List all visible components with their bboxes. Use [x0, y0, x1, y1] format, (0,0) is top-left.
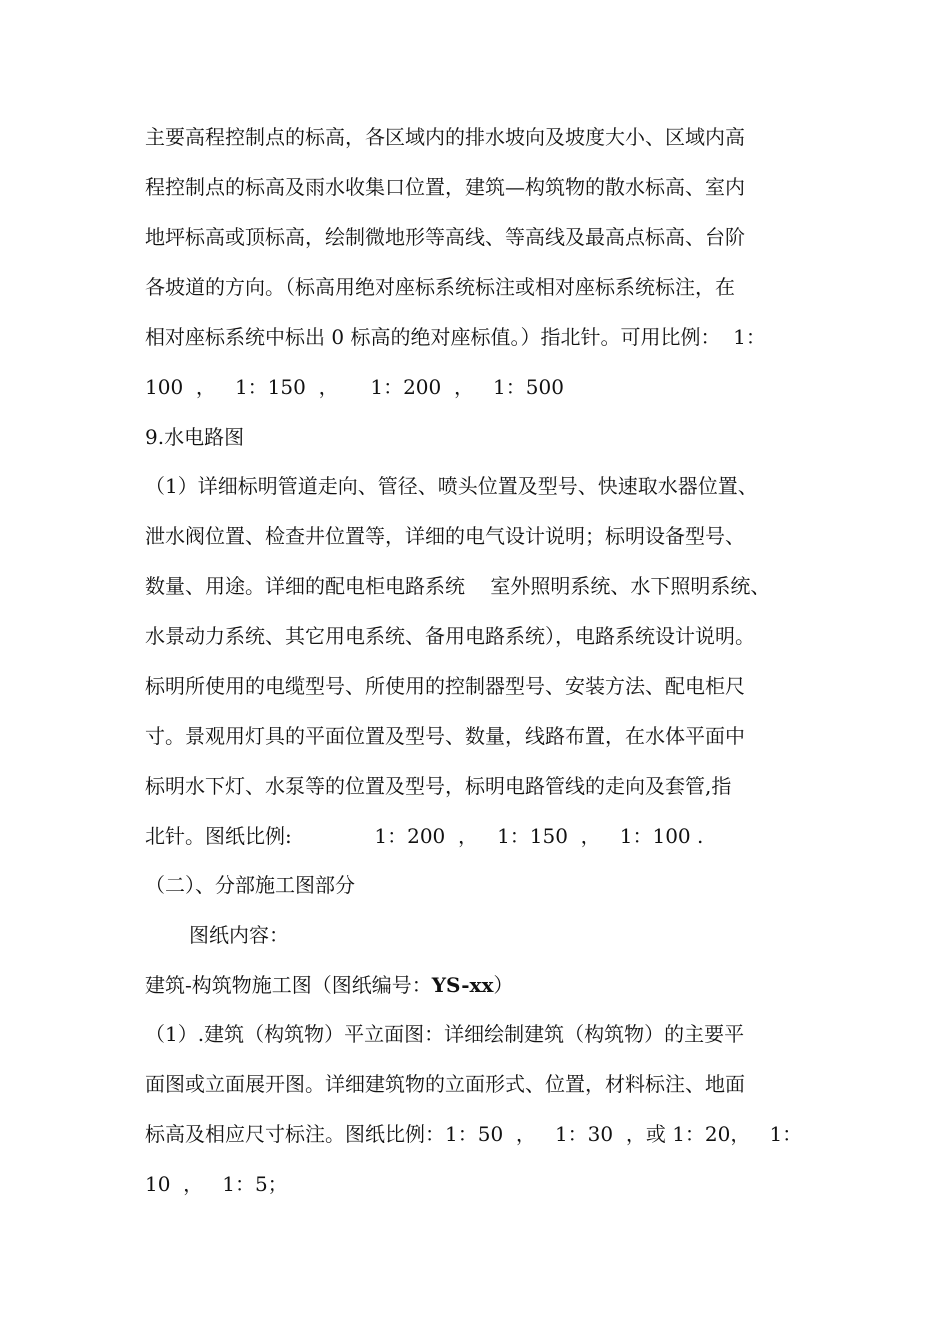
heading-drawing-content: 图纸内容：: [189, 923, 289, 947]
paragraph-2-line-7: 标明水下灯、水泵等的位置及型号，标明电路管线的走向及套管,指: [145, 774, 732, 798]
drawing-code: YS-xx: [431, 973, 494, 997]
paragraph-2-line-8: 北针。图纸比例: 1：200 ， 1：150 ， 1：100 .: [145, 824, 704, 848]
heading-9-water-electric: 9.水电路图: [145, 425, 245, 449]
paragraph-1-line-5: 相对座标系统中标出 0 标高的绝对座标值。）指北针。可用比例： 1：: [145, 325, 766, 349]
paragraph-3-line-1: （1）.建筑（构筑物）平立面图：详细绘制建筑（构筑物）的主要平: [145, 1022, 745, 1046]
paragraph-1-line-4: 各坡道的方向。（标高用绝对座标系统标注或相对座标系统标注，在: [145, 275, 735, 299]
paragraph-2-line-1: （1）详细标明管道走向、管径、喷头位置及型号、快速取水器位置、: [145, 474, 758, 498]
paragraph-3-line-4: 10 ， 1：5；: [145, 1172, 288, 1196]
heading-building-suffix: ）: [493, 973, 514, 997]
heading-building-prefix: 建筑-构筑物施工图（图纸编号：: [145, 973, 432, 997]
paragraph-3-line-2: 面图或立面展开图。详细建筑物的立面形式、位置，材料标注、地面: [145, 1072, 745, 1096]
paragraph-1-line-3: 地坪标高或顶标高，绘制微地形等高线、等高线及最高点标高、台阶: [145, 225, 745, 249]
paragraph-1-line-1: 主要高程控制点的标高，各区域内的排水坡向及坡度大小、区域内高: [145, 125, 745, 149]
paragraph-3-line-3: 标高及相应尺寸标注。图纸比例：1：50 ， 1：30 ，或 1：20， 1：: [145, 1122, 803, 1146]
paragraph-2-line-2: 泄水阀位置、检查井位置等，详细的电气设计说明；标明设备型号、: [145, 524, 745, 548]
heading-building-drawings: [145, 971, 815, 999]
paragraph-2-line-6: 寸。景观用灯具的平面位置及型号、数量，线路布置，在水体平面中: [145, 724, 745, 748]
paragraph-2-line-4: 水景动力系统、其它用电系统、备用电路系统），电路系统设计说明。: [145, 624, 755, 648]
paragraph-1-line-2: 程控制点的标高及雨水收集口位置，建筑—构筑物的散水标高、室内: [145, 175, 745, 199]
paragraph-1-line-6: 100 ， 1：150 ， 1：200 ， 1：500: [145, 375, 564, 399]
paragraph-2-line-3: 数量、用途。详细的配电柜电路系统 室外照明系统、水下照明系统、: [145, 574, 771, 598]
heading-section-2: （二）、分部施工图部分: [145, 873, 355, 897]
paragraph-2-line-5: 标明所使用的电缆型号、所使用的控制器型号、安装方法、配电柜尺: [145, 674, 745, 698]
